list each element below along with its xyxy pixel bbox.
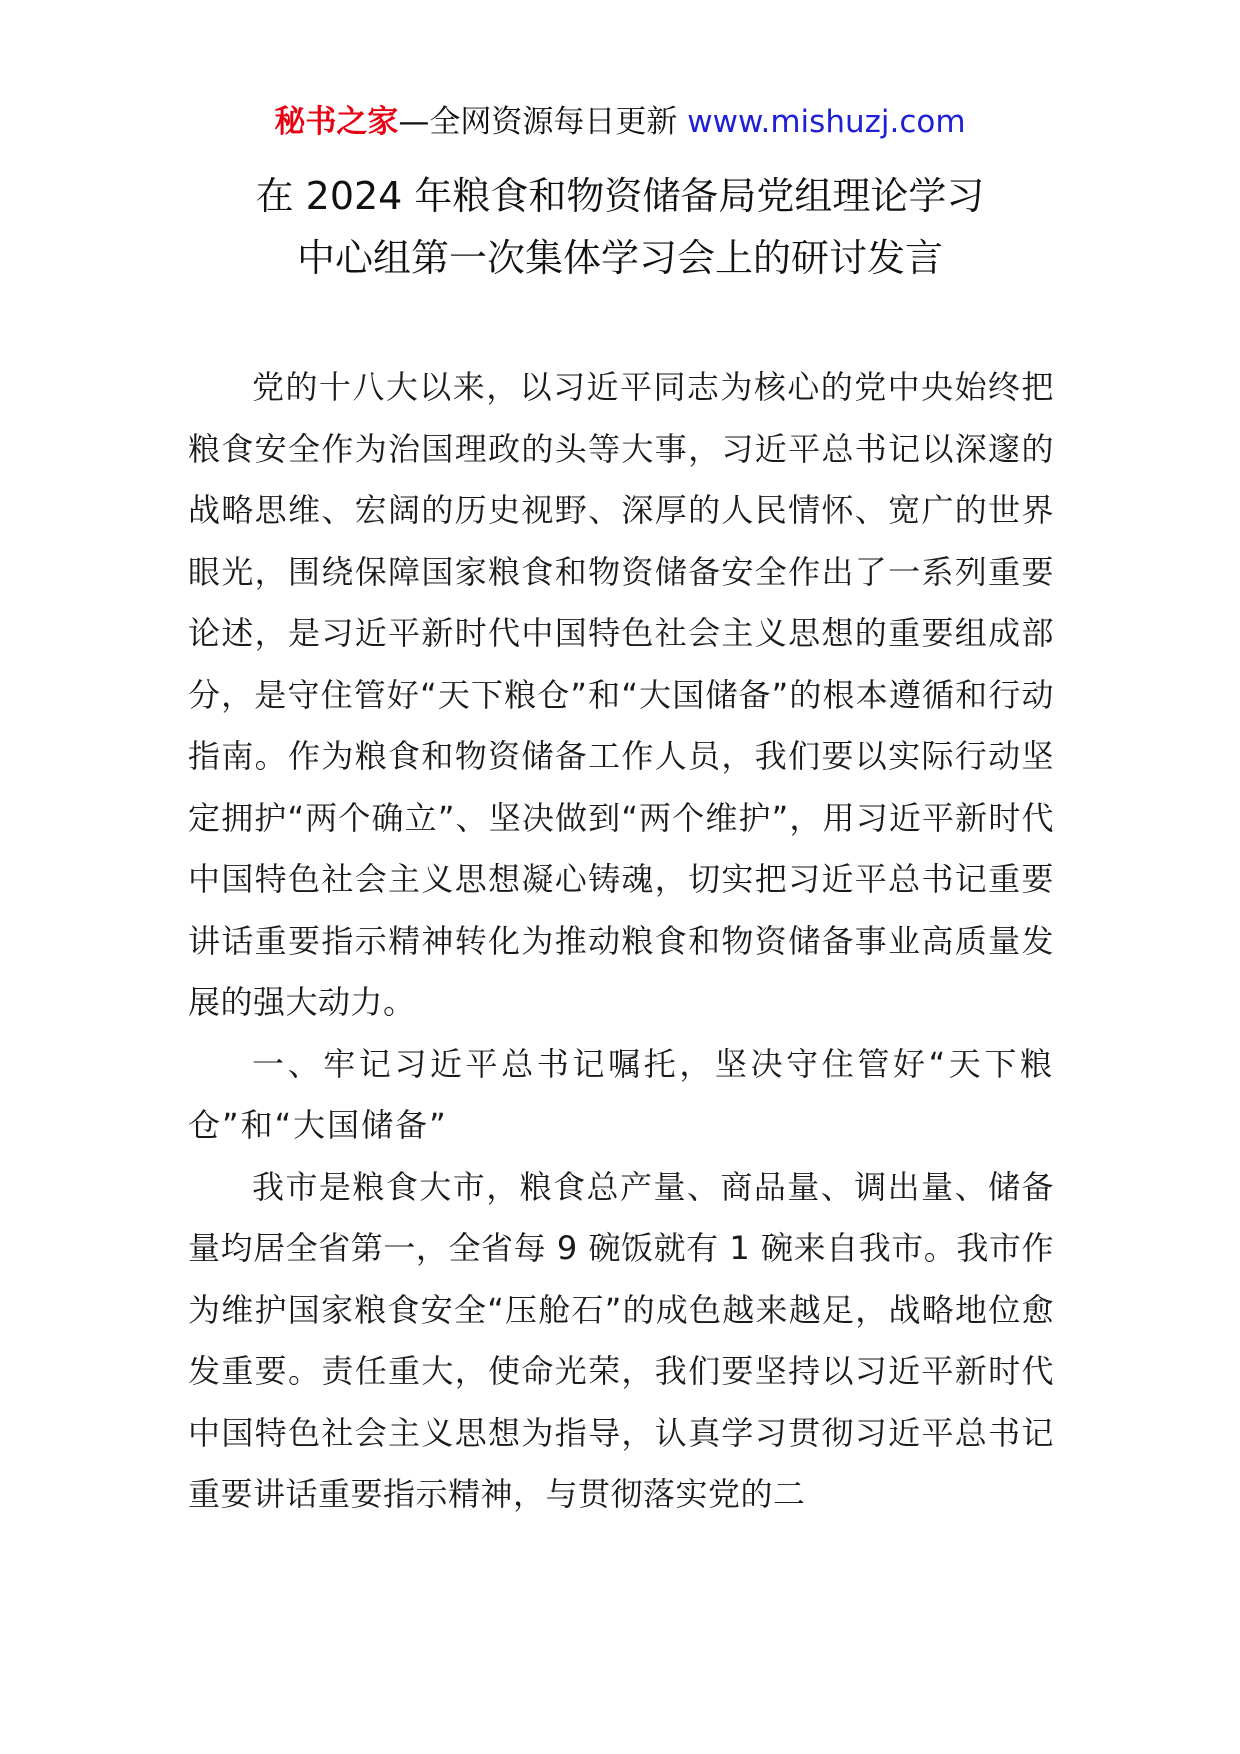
site-banner xyxy=(0,100,1240,144)
banner-tagline: —全网资源每日更新 xyxy=(398,104,688,140)
brand-name: 秘书之家 xyxy=(274,104,399,140)
title-line-2: 中心组第一次集体学习会上的研讨发言 xyxy=(296,236,943,280)
body-paragraph-intro: 党的十八大以来，以习近平同志为核心的党中央始终把粮食安全作为治国理政的头等大事，习近平总书记以深邃的战略思维、宏阔的历史视野、深厚的人民情怀、宽广的世界眼光，围绕保障国家粮食和物资储备安全作出了一系列重要论述，是习近平新时代中国特色社会主义思想的重要组成部分，是守住管好“天下粮仓”和“大国储备”的根本遵循和行动指南。作为粮食和物资储备工作人员，我们要以实际行动坚定拥护“两个确立”、坚决做到“两个维护”，用习近平新时代中国特色社会主义思想凝心铸魂，切实把习近平总书记重要讲话重要指示精神转化为推动粮食和物资储备事业高质量发展的强大动力。 xyxy=(188,368,1054,1021)
section-heading-1: 一、牢记习近平总书记嘱托，坚决守住管好“天下粮仓”和“大国储备” xyxy=(188,1044,1054,1144)
body-paragraph-section-1: 我市是粮食大市，粮食总产量、商品量、调出量、储备量均居全省第一，全省每 9 碗饭就有 1 碗来自我市。我市作为维护国家粮食安全“压舱石”的成色越来越足，战略地位愈发重要。责任重大，使命光荣，我们要坚持以习近平新时代中国特色社会主义思想为指导，认真学习贯彻习近平总书记重要讲话重要指示精神，与贯彻落实党的二 xyxy=(188,1167,1054,1513)
document-title xyxy=(0,165,1240,289)
title-line-1: 在 2024 年粮食和物资储备局党组理论学习 xyxy=(255,174,985,218)
site-url-link[interactable]: www.mishuzj.com xyxy=(687,104,966,140)
document-body xyxy=(188,357,1054,1526)
